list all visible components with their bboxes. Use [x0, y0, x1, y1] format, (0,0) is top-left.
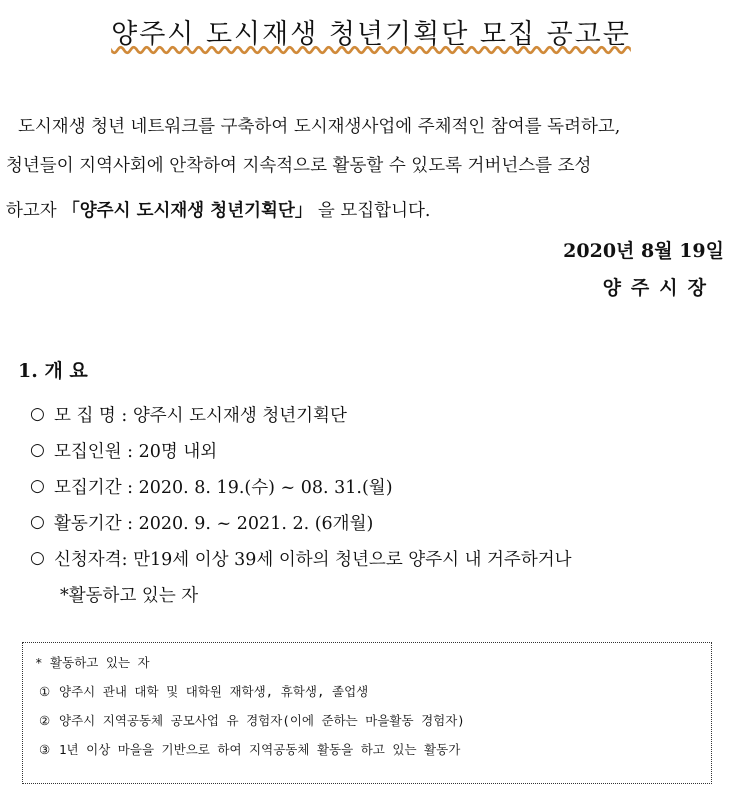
circle-bullet-icon: ○	[30, 512, 45, 532]
intro-line-3	[6, 197, 736, 222]
note-item-text: 1년 이상 마을을 기반으로 하여 지역공동체 활동을 하고 있는 활동가	[59, 742, 461, 757]
overview-item-text: 신청자격: 만19세 이상 39세 이하의 청년으로 양주시 내 거주하거나	[54, 549, 572, 570]
note-item	[35, 740, 711, 769]
circle-bullet-icon: ○	[30, 404, 45, 424]
overview-list	[30, 396, 730, 612]
overview-item-headcount	[30, 432, 730, 468]
announcement-date: 2020년 8월 19일	[563, 240, 724, 262]
intro-line-3-prefix: 하고자	[6, 201, 63, 221]
intro-line-1: 도시재생 청년 네트워크를 구축하여 도시재생사업에 주체적인 참여를 독려하고,	[18, 117, 621, 137]
overview-item-text: 활동기간 : 2020. 9. ~ 2021. 2. (6개월)	[54, 513, 374, 534]
note-box	[22, 642, 712, 784]
circled-number-2-icon: ②	[39, 713, 51, 728]
circle-bullet-icon: ○	[30, 476, 45, 496]
circled-number-3-icon: ③	[39, 742, 51, 757]
overview-item-text: 모집인원 : 20명 내외	[54, 441, 218, 462]
note-item	[35, 711, 711, 740]
intro-line-2: 청년들이 지역사회에 안착하여 지속적으로 활동할 수 있도록 거버넌스를 조성	[6, 156, 592, 176]
overview-item-recruit-period	[30, 468, 730, 504]
note-item	[35, 682, 711, 711]
intro-line-3-suffix: 을 모집합니다.	[312, 201, 431, 221]
note-item-text: 양주시 관내 대학 및 대학원 재학생, 휴학생, 졸업생	[59, 684, 369, 699]
circle-bullet-icon: ○	[30, 548, 45, 568]
overview-item-activity-period	[30, 504, 730, 540]
signer: 양주시장	[602, 277, 716, 299]
program-name: 「양주시 도시재생 청년기획단」	[62, 201, 313, 221]
overview-item-text: 모집기간 : 2020. 8. 19.(수) ~ 08. 31.(월)	[54, 477, 393, 498]
note-item-text: 양주시 지역공동체 공모사업 유 경험자(이에 준하는 마을활동 경험자)	[59, 713, 465, 728]
document-title: 양주시 도시재생 청년기획단 모집 공고문	[111, 19, 631, 50]
overview-item-continuation: *활동하고 있는 자	[60, 585, 199, 606]
circled-number-1-icon: ①	[39, 684, 51, 699]
overview-item-name	[30, 396, 730, 432]
section-heading-overview: 1. 개 요	[18, 360, 88, 382]
circle-bullet-icon: ○	[30, 440, 45, 460]
note-heading: * 활동하고 있는 자	[35, 655, 150, 670]
overview-item-text: 모 집 명 : 양주시 도시재생 청년기획단	[54, 405, 347, 426]
overview-item-eligibility	[30, 540, 730, 576]
